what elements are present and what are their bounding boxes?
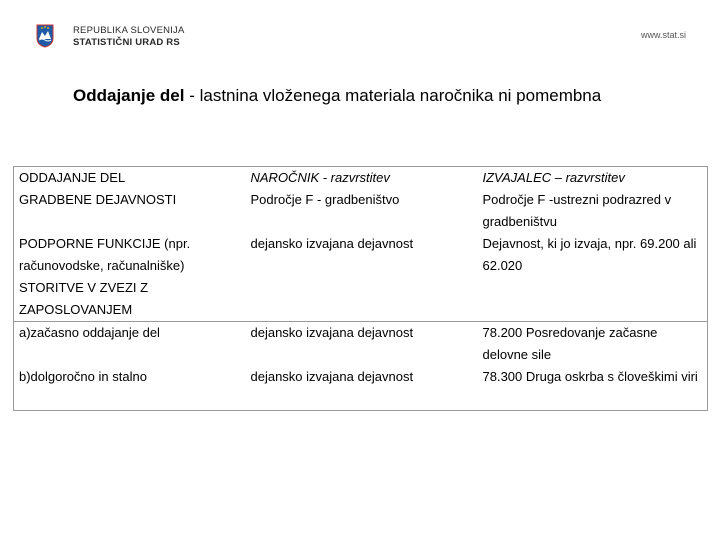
cell-line: dejansko izvajana dejavnost [250,325,414,340]
cell-line: 78.200 Posredovanje začasne delovne sile [482,325,658,362]
table-cell [14,233,246,322]
table-row [14,233,708,322]
cell-line: a)začasno oddajanje del [19,325,160,340]
title-rest: - lastnina vloženega materiala naročnika ni pomembna [184,86,602,105]
website-url: www.stat.si [640,30,686,40]
org-line-1: REPUBLIKA SLOVENIJA [73,25,185,36]
table-cell [478,366,708,411]
table-cell [14,366,246,411]
cell-line: STORITVE V ZVEZI Z ZAPOSLOVANJEM [19,280,149,317]
cell-line: Področje F - gradbeništvo [250,192,400,207]
table-cell [14,167,246,234]
table-cell [246,366,478,411]
header [36,20,686,54]
table-cell [14,322,246,367]
organization-name [73,25,185,49]
cell-line: Področje F -ustrezni podrazred v gradbeništvu [482,192,672,229]
table-cell [246,233,478,322]
table-cell [478,233,708,322]
cell-line: dejansko izvajana dejavnost [250,236,414,251]
cell-line: IZVAJALEC – razvrstitev [482,170,625,185]
title-bold: Oddajanje del [73,86,185,105]
cell-line: NAROČNIK - razvrstitev [250,170,390,185]
cell-line: ODDAJANJE DEL [19,170,126,185]
org-line-2: STATISTIČNI URAD RS [73,37,180,48]
cell-line: 78.300 Druga oskrba s človeškimi viri [482,369,698,384]
cell-line: PODPORNE FUNKCIJE (npr. računovodske, računalniške) [19,236,191,273]
table-cell [478,322,708,367]
classification-table [13,166,708,411]
table-row [14,167,708,234]
table-cell [246,167,478,234]
table-row [14,366,708,411]
cell-line: b)dolgoročno in stalno [19,369,147,384]
cell-line: GRADBENE DEJAVNOSTI [19,192,177,207]
table-row [14,322,708,367]
cell-line: dejansko izvajana dejavnost [250,369,414,384]
table-cell [246,322,478,367]
slovenia-coat-of-arms-icon [36,24,54,48]
page-title [73,86,601,106]
table-cell [478,167,708,234]
cell-line: Dejavnost, ki jo izvaja, npr. 69.200 ali 62.020 [482,236,697,273]
